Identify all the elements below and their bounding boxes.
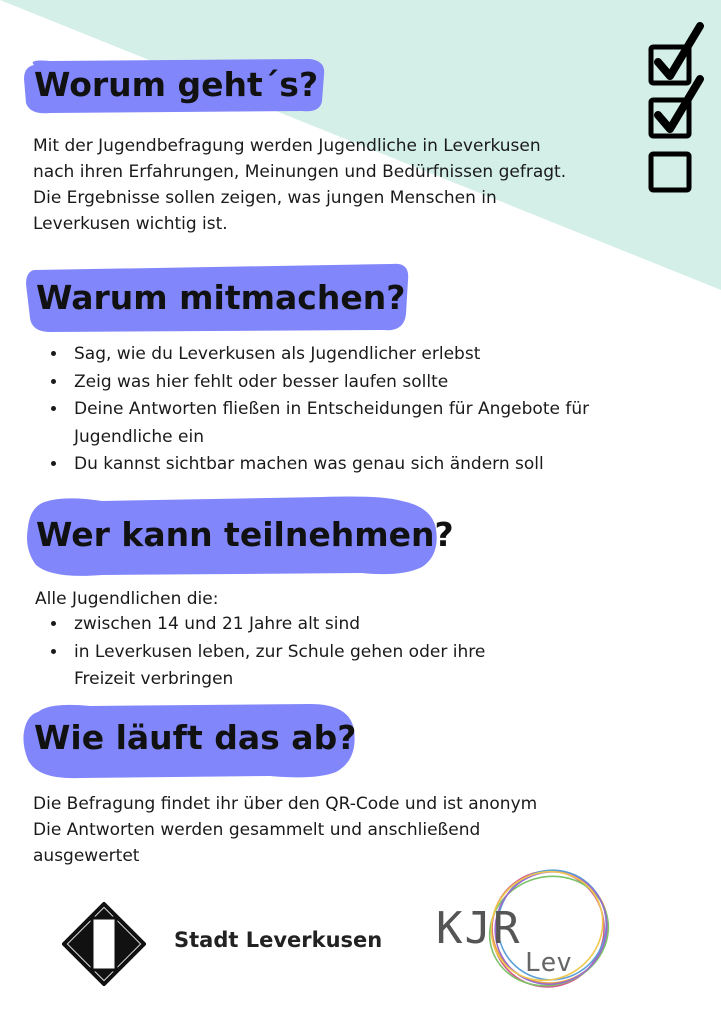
heading-warum (22, 262, 414, 334)
heading-worum (20, 55, 330, 117)
checklist-icon (646, 22, 706, 202)
paragraph-line: Die Ergebnisse sollen zeigen, was jungen Menschen in (33, 188, 497, 208)
heading-wer (22, 493, 454, 579)
kjr-logo-text: KJR (436, 903, 522, 954)
heading-title: Worum geht´s? (34, 65, 319, 104)
empty-box-icon (651, 154, 689, 190)
kjr-logo (430, 865, 620, 1000)
city-logo-icon (62, 902, 146, 986)
wer-list (46, 611, 568, 694)
list-item: • Deine Antworten fließen in Entscheidungen für Angebote für Jugendliche ein (68, 396, 604, 451)
paragraph-line: Die Antworten werden gesammelt und anschließend (33, 820, 481, 840)
checked-box-icon (651, 26, 700, 83)
city-name: Stadt Leverkusen (174, 928, 383, 952)
wie-paragraph (33, 791, 633, 869)
list-item: • in Leverkusen leben, zur Schule gehen oder ihre Freizeit verbringen (68, 639, 524, 694)
checked-box-icon (651, 79, 700, 136)
kjr-logo-subtext: Lev (525, 948, 572, 978)
list-item: • Zeig was hier fehlt oder besser laufen sollte (68, 369, 648, 397)
heading-title: Wie läuft das ab? (34, 718, 357, 757)
wer-intro: Alle Jugendlichen die: (35, 589, 219, 609)
paragraph-line: Mit der Jugendbefragung werden Jugendliche in Leverkusen (33, 136, 541, 156)
heading-title: Wer kann teilnehmen? (36, 515, 454, 554)
heading-wie (20, 700, 360, 780)
heading-title: Warum mitmachen? (36, 278, 406, 317)
list-item: • zwischen 14 und 21 Jahre alt sind (68, 611, 568, 639)
worum-paragraph (33, 133, 633, 237)
list-item: • Du kannst sichtbar machen was genau sich ändern soll (68, 451, 648, 479)
paragraph-line: nach ihren Erfahrungen, Meinungen und Bedürfnissen gefragt. (33, 162, 567, 182)
list-item: • Sag, wie du Leverkusen als Jugendlicher erlebst (68, 341, 648, 369)
paragraph-line: Die Befragung findet ihr über den QR-Code und ist anonym (33, 794, 538, 814)
paragraph-line: ausgewertet (33, 846, 140, 866)
warum-list (46, 341, 648, 479)
paragraph-line: Leverkusen wichtig ist. (33, 214, 228, 234)
